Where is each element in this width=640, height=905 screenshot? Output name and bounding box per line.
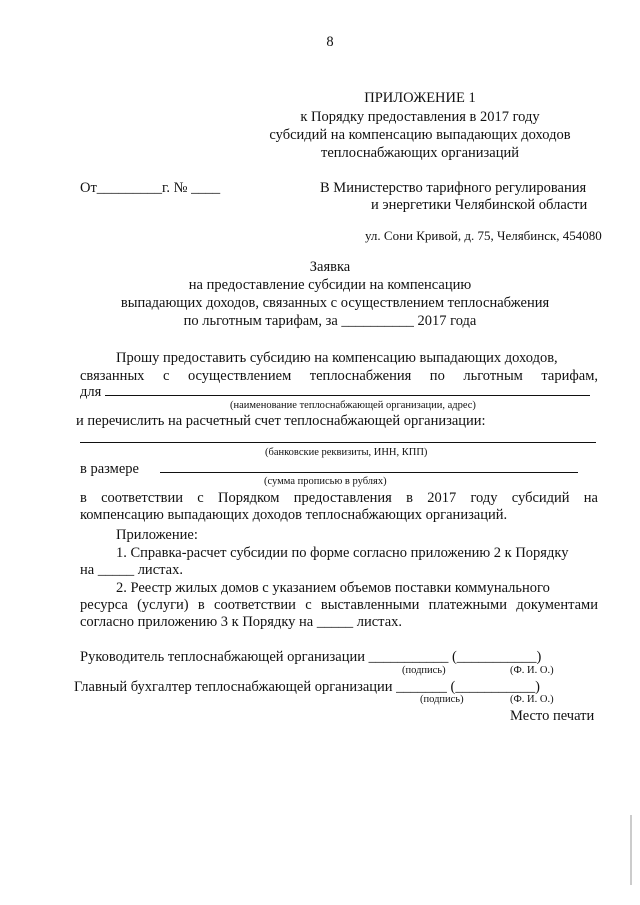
heading-line-1: на предоставление субсидии на компенсацию: [188, 277, 472, 293]
attachment-1-line-1: 1. Справка-расчет субсидии по форме согласно приложению 2 к Порядку: [116, 545, 569, 561]
appendix-line-1: к Порядку предоставления в 2017 году: [300, 109, 540, 125]
accountant-signature-hint: (подпись): [420, 694, 464, 705]
request-line-3-label: для: [80, 384, 102, 400]
accordance-line-2: компенсацию выпадающих доходов теплоснабжающих организаций.: [80, 507, 508, 523]
recipient-line-2: и энергетики Челябинской области: [371, 197, 588, 213]
accountant-name-hint: (Ф. И. О.): [510, 694, 554, 705]
attachment-1-line-2: на _____ листах.: [80, 562, 183, 578]
attachment-2-line-1: 2. Реестр жилых домов с указанием объемов поставки коммунального: [116, 580, 550, 596]
heading-line-2: выпадающих доходов, связанных с осуществлением теплоснабжения: [120, 295, 550, 311]
request-line-1: Прошу предоставить субсидию на компенсацию выпадающих доходов,: [116, 350, 558, 366]
appendix-title: ПРИЛОЖЕНИЕ 1: [364, 90, 476, 106]
appendix-line-2: субсидий на компенсацию выпадающих доходов: [269, 127, 571, 143]
appendix-line-3: теплоснабжающих организаций: [321, 145, 519, 161]
head-signature-line: Руководитель теплоснабжающей организации ___________ (___________): [80, 649, 542, 665]
scan-edge-mark: [630, 815, 632, 885]
hint-organization: (наименование теплоснабжающей организации, адрес): [230, 400, 476, 411]
attachment-2-line-2: ресурса (услуги) в соответствии с выставленными платежными документами: [80, 597, 598, 613]
attachment-2-line-3: согласно приложению 3 к Порядку на _____ листах.: [80, 614, 403, 630]
heading-line-3: по льготным тарифам, за __________ 2017 года: [183, 313, 477, 329]
page-number: 8: [326, 34, 334, 50]
amount-field: [160, 472, 578, 473]
head-name-hint: (Ф. И. О.): [510, 665, 554, 676]
hint-amount: (сумма прописью в рублях): [264, 476, 387, 487]
organization-name-field: [105, 395, 590, 396]
accordance-line-1: в соответствии с Порядком предоставления в 2017 году субсидий на: [80, 490, 598, 506]
stamp-place: Место печати: [510, 708, 595, 724]
from-date-number-line: От_________г. № ____: [80, 180, 221, 196]
recipient-line-1: В Министерство тарифного регулирования: [320, 180, 587, 196]
accountant-signature-line: Главный бухгалтер теплоснабжающей организации _______ (___________): [74, 679, 540, 695]
amount-label: в размере: [80, 461, 139, 477]
hint-bank: (банковские реквизиты, ИНН, КПП): [265, 447, 428, 458]
document-title: Заявка: [309, 259, 351, 275]
transfer-line: и перечислить на расчетный счет теплоснабжающей организации:: [76, 413, 486, 429]
attachments-label: Приложение:: [116, 527, 198, 543]
bank-details-field: [80, 442, 596, 443]
recipient-address: ул. Сони Кривой, д. 75, Челябинск, 454080: [365, 228, 602, 243]
head-signature-hint: (подпись): [402, 665, 446, 676]
request-line-2: связанных с осуществлением теплоснабжения по льготным тарифам,: [80, 368, 598, 384]
